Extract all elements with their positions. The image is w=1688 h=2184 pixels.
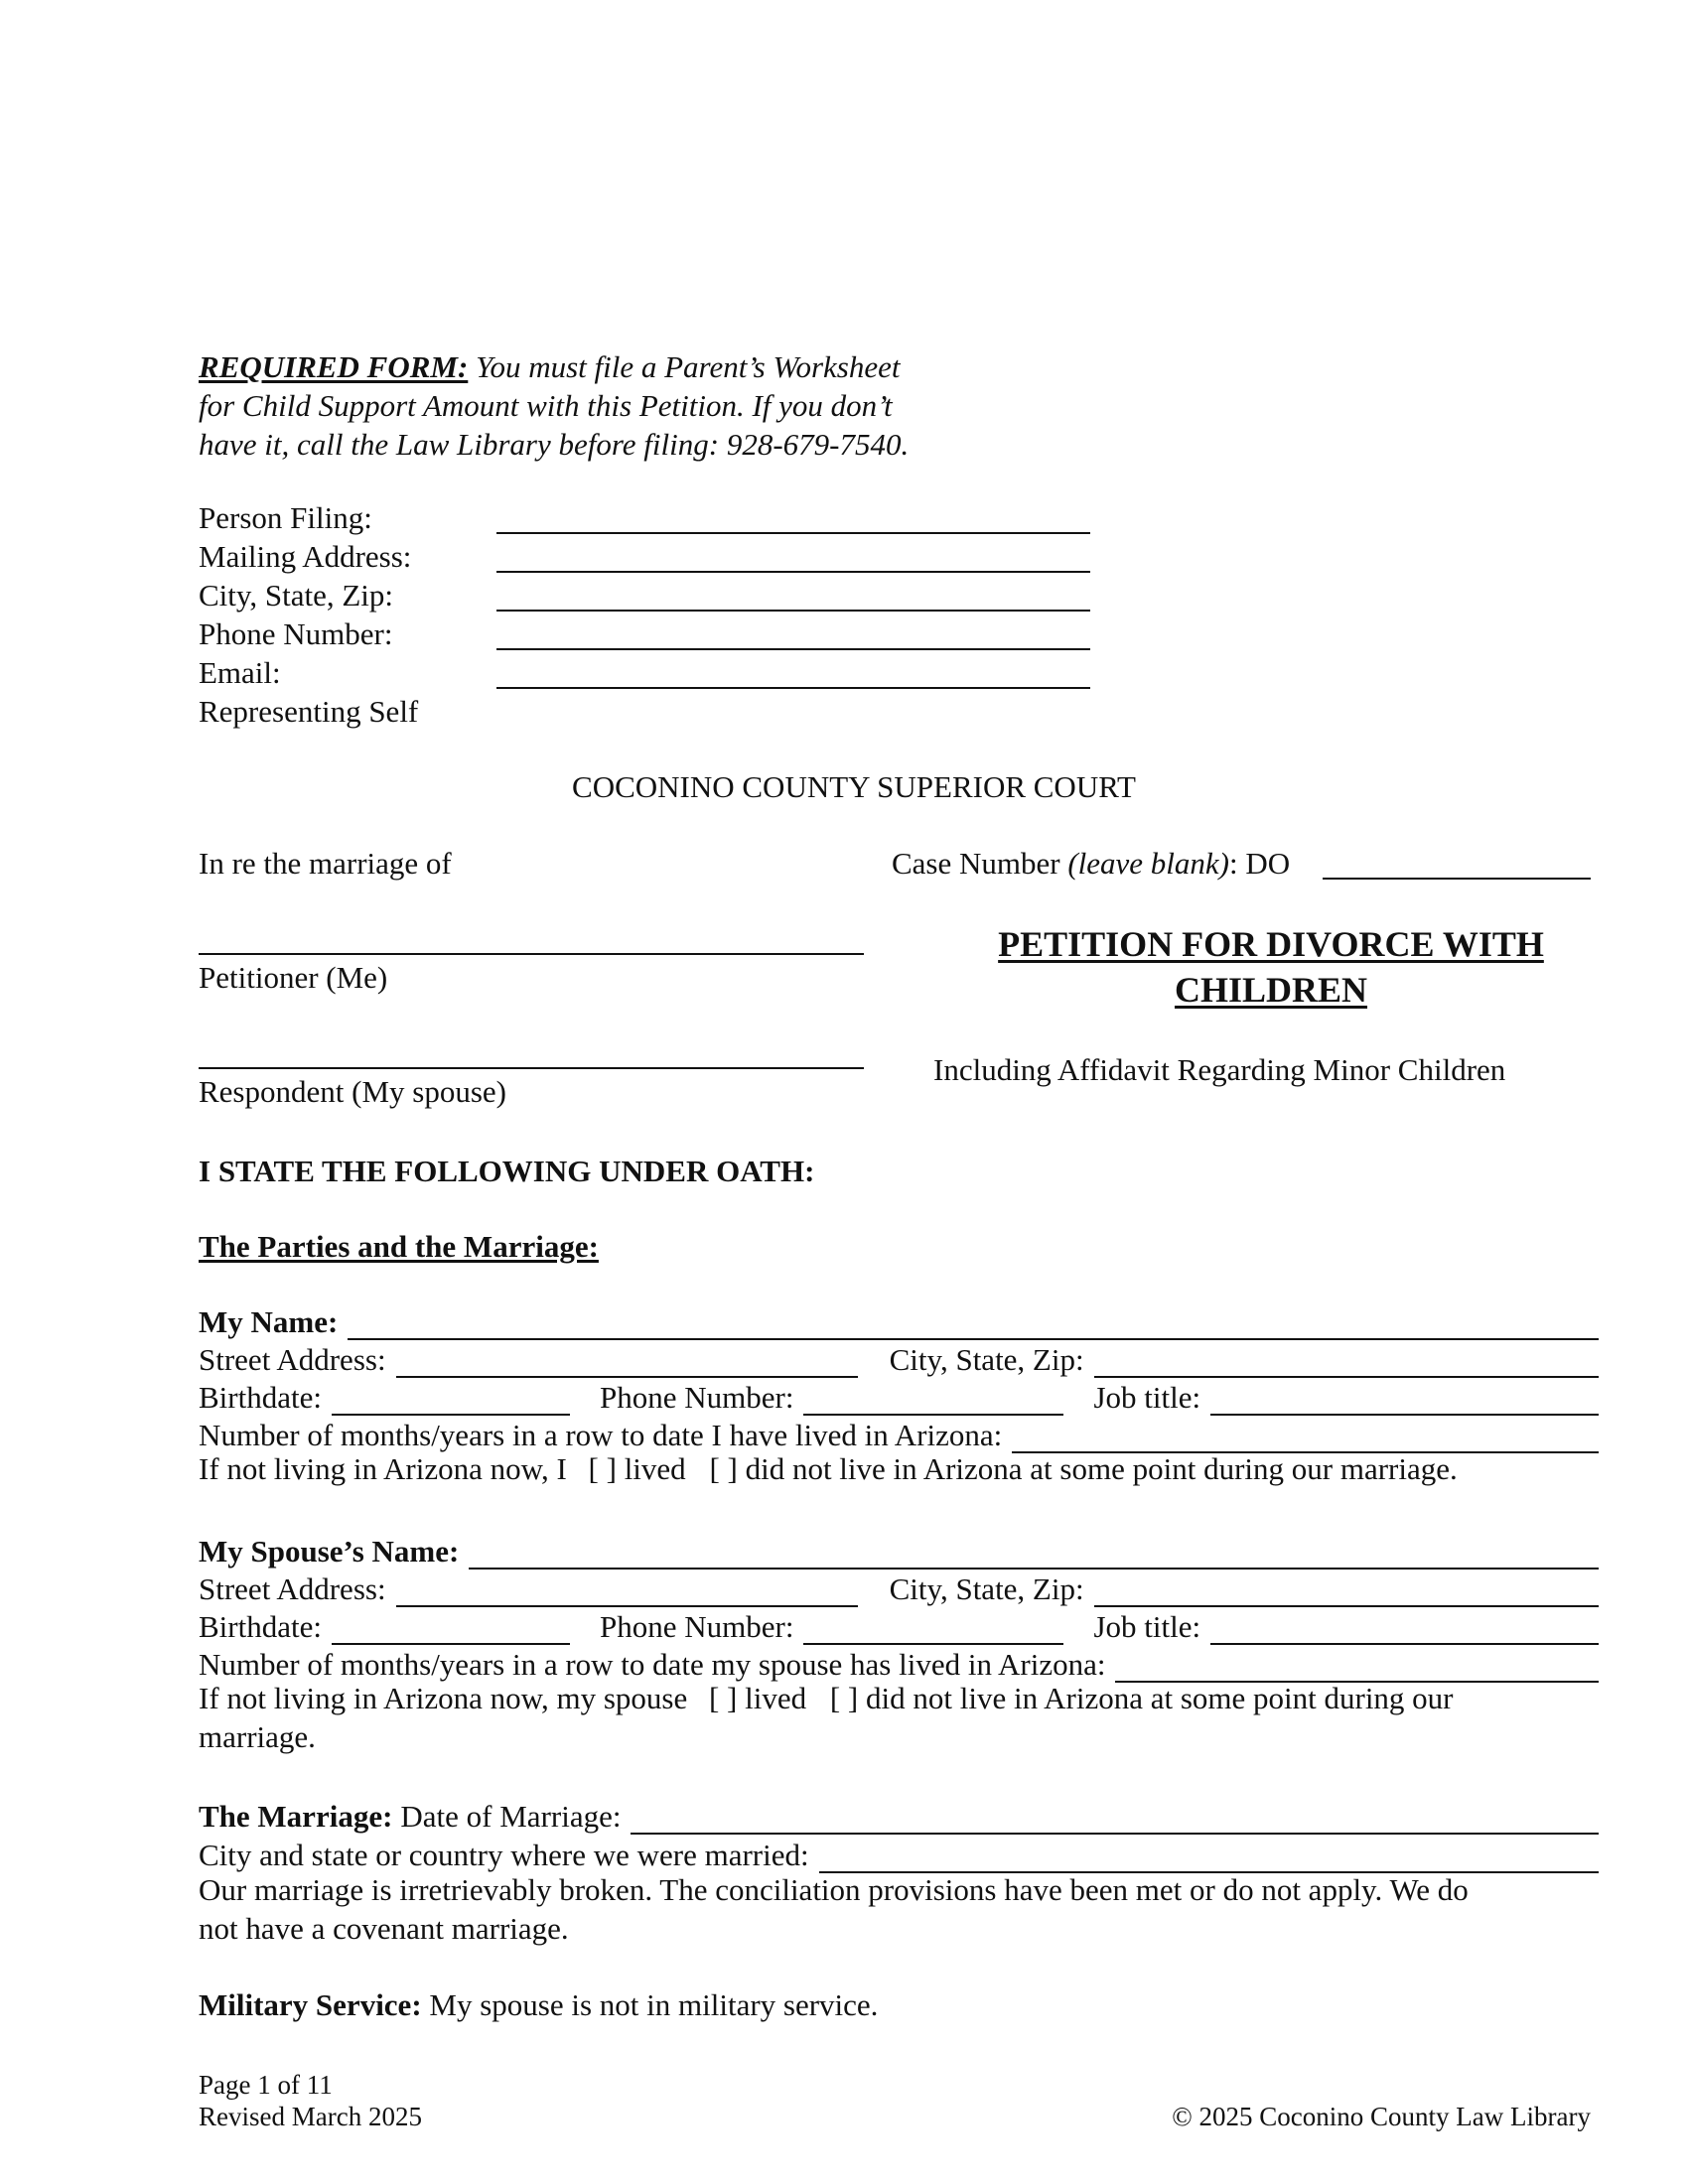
person-filing-field[interactable]	[496, 532, 1090, 534]
my-phone-field[interactable]	[803, 1386, 1063, 1416]
spouse-months-label: Number of months/years in a row to date my spouse has lived in Arizona:	[199, 1647, 1106, 1682]
spouse-months-field[interactable]	[1115, 1653, 1599, 1683]
spouse-birthdate-field[interactable]	[332, 1615, 570, 1645]
phone-number-field[interactable]	[496, 648, 1090, 650]
marriage-statement-2: not have a covenant marriage.	[199, 1911, 569, 1946]
case-number-hint: (leave blank)	[1067, 846, 1230, 881]
marriage-place-label: City and state or country where we were married:	[199, 1838, 809, 1872]
required-form-text-3: have it, call the Law Library before filing: 928-679-7540.	[199, 427, 910, 462]
spouse-city-field[interactable]	[1094, 1577, 1599, 1607]
spouse-months-row	[199, 1643, 1599, 1683]
my-not-living-label: If not living in Arizona now, I	[199, 1451, 567, 1486]
case-number	[892, 846, 1290, 882]
required-form-text-2: for Child Support Amount with this Petition. If you don’t	[199, 388, 893, 423]
military-row	[199, 1987, 878, 2023]
spouse-job-label: Job title:	[1093, 1609, 1201, 1644]
spouse-phone-field[interactable]	[803, 1615, 1063, 1645]
my-phone-label: Phone Number:	[599, 1380, 794, 1415]
my-months-field[interactable]	[1012, 1424, 1599, 1453]
my-address-row	[199, 1338, 1599, 1378]
spouse-marriage-word: marriage.	[199, 1719, 316, 1754]
my-street-field[interactable]	[396, 1348, 858, 1378]
spouse-name-row	[199, 1530, 1599, 1570]
marriage-date-field[interactable]	[631, 1805, 1599, 1835]
petitioner-name-field[interactable]	[199, 953, 864, 955]
email-label: Email:	[199, 655, 281, 690]
respondent-label: Respondent (My spouse)	[199, 1074, 506, 1109]
required-form-heading: REQUIRED FORM:	[199, 349, 469, 384]
spouse-birthdate-label: Birthdate:	[199, 1609, 322, 1644]
person-filing-label: Person Filing:	[199, 500, 372, 535]
footer-copyright: © 2025 Coconino County Law Library	[1172, 2102, 1591, 2131]
marriage-place-row	[199, 1834, 1599, 1873]
city-state-zip-label: City, State, Zip:	[199, 578, 394, 613]
case-number-prefix: : DO	[1229, 846, 1291, 881]
in-re-marriage: In re the marriage of	[199, 846, 452, 881]
spouse-did-not-live-checkbox[interactable]: [ ] did not live in Arizona at some point during our	[829, 1681, 1454, 1715]
my-job-field[interactable]	[1210, 1386, 1599, 1416]
my-name-label: My Name:	[199, 1304, 339, 1339]
required-form-line-1	[199, 349, 900, 385]
my-months-row	[199, 1414, 1599, 1453]
marriage-date-label: Date of Marriage:	[400, 1799, 622, 1834]
required-form-text-1: You must file a Parent’s Worksheet	[476, 349, 901, 384]
case-number-field[interactable]	[1323, 878, 1591, 880]
footer-page-number: Page 1 of 11	[199, 2070, 333, 2100]
my-birthdate-label: Birthdate:	[199, 1380, 322, 1415]
form-title	[923, 921, 1618, 1013]
footer-revised: Revised March 2025	[199, 2102, 422, 2131]
form-title-line-1: PETITION FOR DIVORCE WITH	[998, 924, 1544, 964]
marriage-statement-1: Our marriage is irretrievably broken. The conciliation provisions have been met or do not apply. We do	[199, 1872, 1469, 1907]
form-subtitle: Including Affidavit Regarding Minor Children	[933, 1052, 1506, 1087]
my-name-row	[199, 1300, 1599, 1340]
case-number-label: Case Number	[892, 846, 1060, 881]
spouse-street-label: Street Address:	[199, 1571, 386, 1606]
my-city-field[interactable]	[1094, 1348, 1599, 1378]
my-lived-checkbox[interactable]: [ ] lived	[588, 1451, 686, 1486]
my-did-not-live-checkbox[interactable]: [ ] did not live in Arizona at some point during our marriage.	[709, 1451, 1458, 1486]
mailing-address-label: Mailing Address:	[199, 539, 412, 574]
respondent-name-field[interactable]	[199, 1067, 864, 1069]
petitioner-label: Petitioner (Me)	[199, 960, 388, 995]
my-details-row	[199, 1376, 1599, 1416]
city-state-zip-field[interactable]	[496, 610, 1090, 612]
phone-number-label: Phone Number:	[199, 616, 393, 651]
spouse-street-field[interactable]	[396, 1577, 858, 1607]
military-label: Military Service:	[199, 1987, 422, 2022]
my-name-field[interactable]	[348, 1310, 1599, 1340]
section-parties-heading: The Parties and the Marriage:	[199, 1229, 599, 1264]
spouse-lived-checkbox[interactable]: [ ] lived	[708, 1681, 807, 1715]
spouse-phone-label: Phone Number:	[599, 1609, 794, 1644]
spouse-name-field[interactable]	[469, 1540, 1599, 1570]
my-city-label: City, State, Zip:	[889, 1342, 1084, 1377]
representing-self: Representing Self	[199, 694, 419, 729]
my-arizona-row	[199, 1451, 1464, 1487]
court-name: COCONINO COUNTY SUPERIOR COURT	[572, 769, 1136, 804]
military-text: My spouse is not in military service.	[429, 1987, 879, 2022]
spouse-address-row	[199, 1568, 1599, 1607]
marriage-label: The Marriage:	[199, 1799, 393, 1834]
my-months-label: Number of months/years in a row to date I have lived in Arizona:	[199, 1418, 1003, 1452]
spouse-job-field[interactable]	[1210, 1615, 1599, 1645]
marriage-date-row	[199, 1795, 1599, 1835]
oath-heading: I STATE THE FOLLOWING UNDER OATH:	[199, 1154, 815, 1188]
mailing-address-field[interactable]	[496, 571, 1090, 573]
spouse-name-label: My Spouse’s Name:	[199, 1534, 460, 1569]
spouse-not-living-label: If not living in Arizona now, my spouse	[199, 1681, 688, 1715]
my-birthdate-field[interactable]	[332, 1386, 570, 1416]
my-job-label: Job title:	[1093, 1380, 1201, 1415]
marriage-place-field[interactable]	[819, 1843, 1599, 1873]
spouse-details-row	[199, 1605, 1599, 1645]
spouse-city-label: City, State, Zip:	[889, 1571, 1084, 1606]
spouse-arizona-row	[199, 1681, 1460, 1716]
form-title-line-2: CHILDREN	[1174, 970, 1368, 1010]
my-street-label: Street Address:	[199, 1342, 386, 1377]
email-field[interactable]	[496, 687, 1090, 689]
